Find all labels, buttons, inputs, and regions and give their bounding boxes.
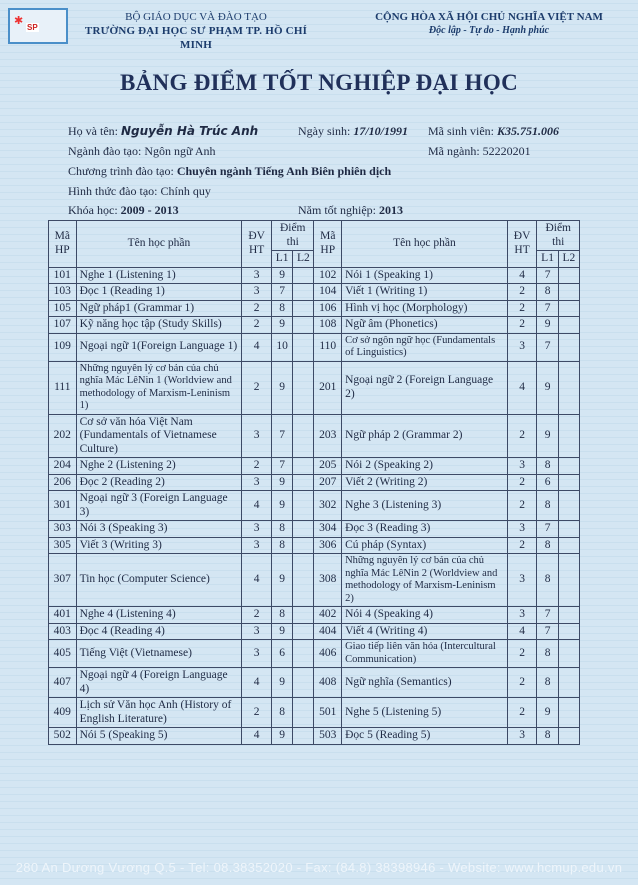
- col-score-header: Điểm thi: [271, 221, 313, 251]
- score-l1: 7: [537, 623, 558, 640]
- course-credits: 4: [507, 267, 537, 284]
- score-l2: [293, 474, 314, 491]
- course-name: Đọc 1 (Reading 1): [76, 284, 242, 301]
- course-code: 111: [49, 361, 77, 414]
- score-l2: [293, 728, 314, 745]
- republic-name: CỘNG HÒA XÃ HỘI CHỦ NGHĨA VIỆT NAM: [375, 11, 603, 23]
- university-logo: [8, 8, 68, 44]
- course-code: 201: [314, 361, 342, 414]
- course-name: Đọc 5 (Reading 5): [342, 728, 508, 745]
- course-code: 206: [49, 474, 77, 491]
- score-l2: [293, 300, 314, 317]
- score-l2: [558, 458, 579, 475]
- col-score-header: Điểm thi: [537, 221, 580, 251]
- course-credits: 4: [242, 728, 272, 745]
- course-code: 102: [314, 267, 342, 284]
- course-name: Viết 3 (Writing 3): [76, 537, 242, 554]
- course-credits: 2: [242, 300, 272, 317]
- course-credits: 2: [242, 317, 272, 334]
- course-name: Đọc 4 (Reading 4): [76, 623, 242, 640]
- course-code: 404: [314, 623, 342, 640]
- course-code: 409: [49, 698, 77, 728]
- table-row: [49, 414, 580, 458]
- score-l2: [293, 554, 314, 607]
- course-credits: 2: [242, 361, 272, 414]
- course-code: 205: [314, 458, 342, 475]
- course-credits: 2: [507, 317, 537, 334]
- course-name: Tin học (Computer Science): [76, 554, 242, 607]
- table-row: [49, 521, 580, 538]
- col-l1-header: L1: [271, 251, 292, 268]
- score-l2: [293, 521, 314, 538]
- course-credits: 4: [242, 333, 272, 361]
- score-l2: [558, 284, 579, 301]
- table-row: [49, 300, 580, 317]
- course-credits: 3: [242, 284, 272, 301]
- course-name: Những nguyên lý cơ bản của chủ nghĩa Mác LêNin 2 (Worldview and methodology of Marxism-Leninism 2): [342, 554, 508, 607]
- col-code-header: Mã HP: [49, 221, 77, 268]
- course-name: Tiếng Việt (Vietnamese): [76, 640, 242, 668]
- course-credits: 4: [507, 623, 537, 640]
- graduation-label: Năm tốt nghiệp:: [298, 203, 376, 217]
- course-credits: 3: [507, 458, 537, 475]
- score-l1: 9: [271, 491, 292, 521]
- course-code: 403: [49, 623, 77, 640]
- course-code: 307: [49, 554, 77, 607]
- course-name: Ngữ pháp 2 (Grammar 2): [342, 414, 508, 458]
- course-code: 501: [314, 698, 342, 728]
- course-name: Nói 4 (Speaking 4): [342, 607, 508, 624]
- score-l2: [293, 640, 314, 668]
- course-credits: 2: [507, 698, 537, 728]
- course-credits: 2: [507, 640, 537, 668]
- score-l1: 7: [537, 607, 558, 624]
- course-name: Ngữ âm (Phonetics): [342, 317, 508, 334]
- score-l1: 9: [271, 361, 292, 414]
- score-l1: 8: [271, 521, 292, 538]
- score-l1: 9: [537, 317, 558, 334]
- course-name: Nói 3 (Speaking 3): [76, 521, 242, 538]
- course-code: 202: [49, 414, 77, 458]
- course-name: Ngoại ngữ 4 (Foreign Language 4): [76, 668, 242, 698]
- score-l1: 8: [537, 640, 558, 668]
- grades-body: [49, 267, 580, 744]
- graduation-value: 2013: [379, 203, 403, 217]
- score-l2: [558, 698, 579, 728]
- table-row: [49, 623, 580, 640]
- table-row: [49, 728, 580, 745]
- col-l2-header: L2: [293, 251, 314, 268]
- table-row: [49, 284, 580, 301]
- course-name: Lịch sử Văn học Anh (History of English Literature): [76, 698, 242, 728]
- score-l2: [558, 728, 579, 745]
- student-name: Nguyễn Hà Trúc Anh: [121, 124, 259, 138]
- student-id-label: Mã sinh viên:: [428, 124, 494, 138]
- course-name: Ngoại ngữ 3 (Foreign Language 3): [76, 491, 242, 521]
- score-l1: 8: [271, 537, 292, 554]
- course-code: 407: [49, 668, 77, 698]
- score-l1: 9: [271, 474, 292, 491]
- score-l2: [293, 668, 314, 698]
- course-name: Viết 4 (Writing 4): [342, 623, 508, 640]
- course-credits: 3: [507, 728, 537, 745]
- score-l1: 9: [537, 414, 558, 458]
- course-code: 503: [314, 728, 342, 745]
- score-l1: 9: [271, 317, 292, 334]
- name-label: Họ và tên:: [68, 124, 118, 138]
- table-row: [49, 458, 580, 475]
- score-l1: 9: [537, 361, 558, 414]
- course-credits: 3: [242, 474, 272, 491]
- score-l1: 7: [537, 267, 558, 284]
- score-l1: 8: [537, 668, 558, 698]
- course-name: Đọc 2 (Reading 2): [76, 474, 242, 491]
- score-l2: [558, 554, 579, 607]
- table-row: [49, 668, 580, 698]
- course-credits: 2: [242, 698, 272, 728]
- score-l1: 9: [271, 267, 292, 284]
- course-code: 308: [314, 554, 342, 607]
- score-l2: [558, 361, 579, 414]
- course-name: Ngữ pháp1 (Grammar 1): [76, 300, 242, 317]
- course-credits: 2: [507, 284, 537, 301]
- course-code: 207: [314, 474, 342, 491]
- course-code: 502: [49, 728, 77, 745]
- course-credits: 2: [242, 458, 272, 475]
- course-name: Nói 5 (Speaking 5): [76, 728, 242, 745]
- score-l1: 8: [537, 458, 558, 475]
- table-row: [49, 491, 580, 521]
- ministry-name: BỘ GIÁO DỤC VÀ ĐÀO TẠO: [125, 11, 267, 23]
- course-name: Đọc 3 (Reading 3): [342, 521, 508, 538]
- course-credits: 3: [507, 333, 537, 361]
- course-code: 305: [49, 537, 77, 554]
- score-l1: 7: [271, 458, 292, 475]
- score-l2: [558, 333, 579, 361]
- course-code: 104: [314, 284, 342, 301]
- score-l1: 8: [271, 607, 292, 624]
- dob-label: Ngày sinh:: [298, 124, 351, 138]
- star-icon: ✱: [14, 15, 24, 27]
- course-credits: 4: [242, 668, 272, 698]
- score-l1: 7: [537, 300, 558, 317]
- course-code: 204: [49, 458, 77, 475]
- course-label: Khóa học:: [68, 203, 118, 217]
- course-name: Hình vị học (Morphology): [342, 300, 508, 317]
- score-l1: 10: [271, 333, 292, 361]
- course-credits: 3: [242, 414, 272, 458]
- course-name: Ngoại ngữ 1(Foreign Language 1): [76, 333, 242, 361]
- score-l2: [293, 491, 314, 521]
- course-code: 105: [49, 300, 77, 317]
- score-l1: 6: [537, 474, 558, 491]
- course-credits: 4: [242, 554, 272, 607]
- header-left: [78, 10, 314, 52]
- course-name: Nói 2 (Speaking 2): [342, 458, 508, 475]
- course-credits: 3: [242, 640, 272, 668]
- score-l1: 9: [271, 728, 292, 745]
- program-line: [68, 164, 391, 179]
- score-l2: [293, 458, 314, 475]
- col-credits-header: ĐV HT: [507, 221, 537, 268]
- table-row: [49, 361, 580, 414]
- score-l1: 8: [537, 728, 558, 745]
- course-name: Giao tiếp liên văn hóa (Intercultural Communication): [342, 640, 508, 668]
- course-credits: 3: [242, 521, 272, 538]
- score-l2: [558, 640, 579, 668]
- score-l2: [293, 361, 314, 414]
- course-name: Viết 2 (Writing 2): [342, 474, 508, 491]
- course-name: Kỹ năng học tập (Study Skills): [76, 317, 242, 334]
- score-l2: [558, 491, 579, 521]
- course-code: 103: [49, 284, 77, 301]
- course-code: 106: [314, 300, 342, 317]
- program-value: Chuyên ngành Tiếng Anh Biên phiên dịch: [176, 164, 392, 178]
- score-l1: 9: [271, 623, 292, 640]
- logo-text: SP: [27, 23, 38, 32]
- course-credits: 3: [242, 623, 272, 640]
- score-l1: 7: [271, 284, 292, 301]
- score-l1: 9: [271, 668, 292, 698]
- score-l1: 8: [537, 537, 558, 554]
- course-code: 107: [49, 317, 77, 334]
- col-name-header: Tên học phần: [76, 221, 242, 268]
- table-row: [49, 640, 580, 668]
- course-credits: 3: [507, 521, 537, 538]
- course-code: 203: [314, 414, 342, 458]
- footer-address: 280 An Dương Vương Q.5 - Tel: 08.38352020 - Fax: (84.8) 38398946 - Website: www.hcmup.edu.vn: [15, 860, 623, 875]
- course-name: Ngoại ngữ 2 (Foreign Language 2): [342, 361, 508, 414]
- course-credits: 3: [507, 554, 537, 607]
- course-code: 405: [49, 640, 77, 668]
- course-credits: 2: [507, 414, 537, 458]
- course-name: Nghe 1 (Listening 1): [76, 267, 242, 284]
- course-name: Nói 1 (Speaking 1): [342, 267, 508, 284]
- course-credits: 3: [242, 267, 272, 284]
- course-credits: 2: [507, 491, 537, 521]
- course-credits: 4: [507, 361, 537, 414]
- course-credits: 2: [507, 300, 537, 317]
- score-l2: [293, 317, 314, 334]
- course-line: [68, 203, 179, 218]
- course-code: 301: [49, 491, 77, 521]
- table-row: [49, 267, 580, 284]
- table-row: [49, 317, 580, 334]
- course-code: 109: [49, 333, 77, 361]
- col-name-header: Tên học phần: [342, 221, 508, 268]
- header-right: [358, 10, 620, 38]
- table-row: [49, 474, 580, 491]
- study-mode-line: Hình thức đào tạo: Chính quy: [68, 184, 211, 198]
- score-l2: [293, 333, 314, 361]
- course-code: 408: [314, 668, 342, 698]
- table-row: [49, 607, 580, 624]
- score-l2: [293, 284, 314, 301]
- course-name: Nghe 2 (Listening 2): [76, 458, 242, 475]
- national-motto: Độc lập - Tự do - Hạnh phúc: [428, 25, 550, 36]
- course-name: Nghe 5 (Listening 5): [342, 698, 508, 728]
- course-code: 304: [314, 521, 342, 538]
- major-line: Ngành đào tạo: Ngôn ngữ Anh: [68, 144, 216, 158]
- course-code: 302: [314, 491, 342, 521]
- course-code: 303: [49, 521, 77, 538]
- course-credits: 4: [242, 491, 272, 521]
- course-code: 101: [49, 267, 77, 284]
- score-l2: [558, 317, 579, 334]
- col-l2-header: L2: [558, 251, 579, 268]
- score-l2: [293, 537, 314, 554]
- grades-table: [48, 220, 580, 745]
- course-code: 108: [314, 317, 342, 334]
- course-name: Những nguyên lý cơ bản của chủ nghĩa Mác LêNin 1 (Worldview and methodology of Marxism-Leninism 1): [76, 361, 242, 414]
- course-name: Viết 1 (Writing 1): [342, 284, 508, 301]
- course-credits: 3: [507, 607, 537, 624]
- course-code: 110: [314, 333, 342, 361]
- score-l2: [558, 414, 579, 458]
- score-l2: [293, 267, 314, 284]
- score-l1: 8: [271, 300, 292, 317]
- graduation-line: [298, 203, 403, 218]
- course-code: 401: [49, 607, 77, 624]
- table-row: [49, 554, 580, 607]
- score-l1: 9: [537, 698, 558, 728]
- program-label: Chương trình đào tạo:: [68, 164, 174, 178]
- course-credits: 2: [507, 474, 537, 491]
- table-row: [49, 537, 580, 554]
- col-code-header: Mã HP: [314, 221, 342, 268]
- university-name: TRƯỜNG ĐẠI HỌC SƯ PHẠM TP. HỒ CHÍ MINH: [84, 25, 308, 51]
- course-credits: 2: [507, 537, 537, 554]
- score-l1: 8: [537, 491, 558, 521]
- score-l1: 7: [537, 521, 558, 538]
- student-id-value: K35.751.006: [497, 124, 560, 138]
- score-l2: [558, 267, 579, 284]
- table-header-row: [49, 221, 580, 251]
- score-l2: [558, 623, 579, 640]
- score-l2: [558, 607, 579, 624]
- score-l2: [293, 414, 314, 458]
- major-code-line: Mã ngành: 52220201: [428, 144, 531, 158]
- score-l1: 7: [271, 414, 292, 458]
- student-name-line: [68, 124, 258, 139]
- course-code: 406: [314, 640, 342, 668]
- col-l1-header: L1: [537, 251, 558, 268]
- col-credits-header: ĐV HT: [242, 221, 272, 268]
- score-l2: [558, 521, 579, 538]
- course-credits: 2: [242, 607, 272, 624]
- dob-value: 17/10/1991: [353, 124, 409, 138]
- score-l2: [558, 668, 579, 698]
- course-code: 402: [314, 607, 342, 624]
- score-l1: 8: [537, 284, 558, 301]
- score-l2: [558, 537, 579, 554]
- score-l1: 8: [271, 698, 292, 728]
- score-l2: [293, 623, 314, 640]
- course-name: Nghe 3 (Listening 3): [342, 491, 508, 521]
- course-credits: 3: [242, 537, 272, 554]
- course-name: Cơ sở văn hóa Việt Nam (Fundamentals of Vietnamese Culture): [76, 414, 242, 458]
- score-l1: 7: [537, 333, 558, 361]
- score-l2: [558, 300, 579, 317]
- course-name: Ngữ nghĩa (Semantics): [342, 668, 508, 698]
- score-l2: [293, 698, 314, 728]
- table-row: [49, 333, 580, 361]
- course-value: 2009 - 2013: [120, 203, 179, 217]
- score-l2: [558, 474, 579, 491]
- course-name: Cơ sở ngôn ngữ học (Fundamentals of Linguistics): [342, 333, 508, 361]
- course-name: Nghe 4 (Listening 4): [76, 607, 242, 624]
- score-l2: [293, 607, 314, 624]
- score-l1: 6: [271, 640, 292, 668]
- table-row: [49, 698, 580, 728]
- student-id-line: [428, 124, 559, 139]
- course-name: Cú pháp (Syntax): [342, 537, 508, 554]
- course-code: 306: [314, 537, 342, 554]
- dob-line: [298, 124, 408, 139]
- course-credits: 2: [507, 668, 537, 698]
- document-title: BẢNG ĐIỂM TỐT NGHIỆP ĐẠI HỌC: [120, 70, 518, 95]
- score-l1: 9: [271, 554, 292, 607]
- score-l1: 8: [537, 554, 558, 607]
